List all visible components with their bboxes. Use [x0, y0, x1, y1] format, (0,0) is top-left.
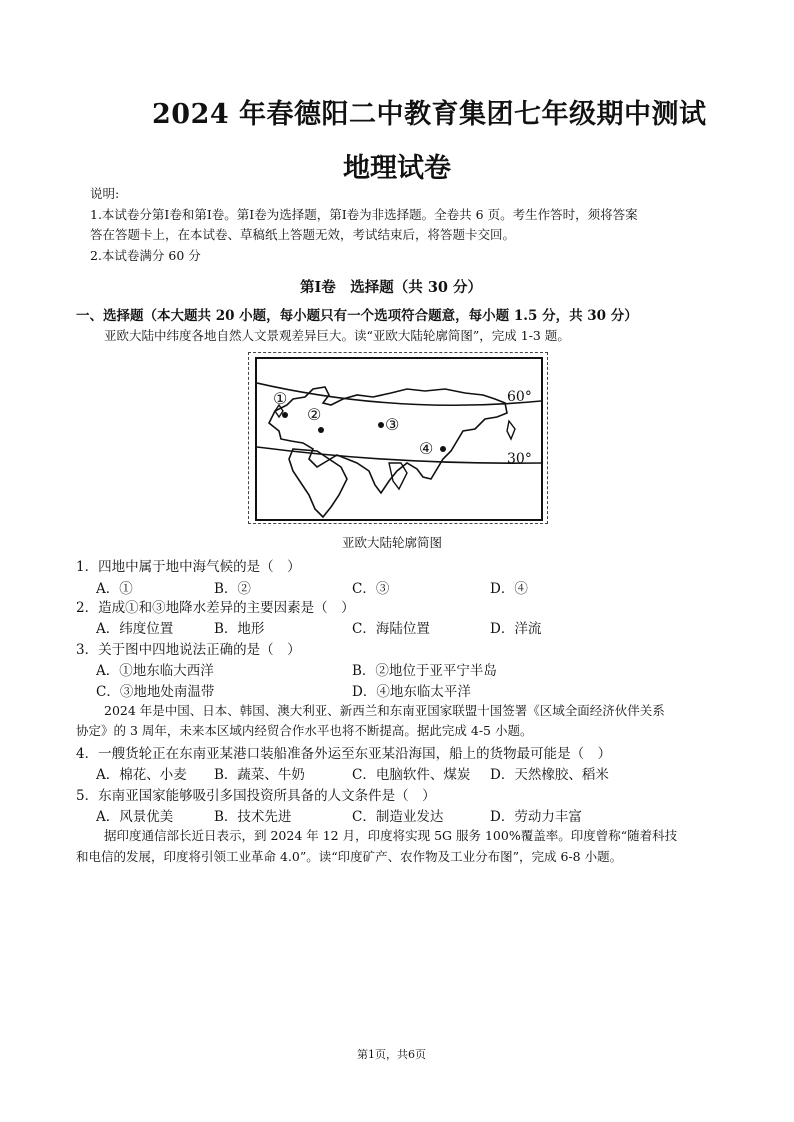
page-number: 第1页，共6页	[357, 1048, 426, 1061]
intro-6-8-line-1: 据印度通信部长近日表示，到 2024 年 12 月，印度将实现 5G 服务 100%覆盖率。印度曾称“随着科技	[104, 828, 678, 843]
q2-option-a[interactable]: A．纬度位置	[96, 621, 174, 637]
map-svg	[257, 359, 541, 519]
q1-option-a[interactable]: A．①	[96, 581, 133, 597]
q5-stem: 5．东南亚国家能够吸引多国投资所具备的人文条件是（ ）	[76, 788, 436, 804]
latitude-30-label: 30°	[507, 451, 532, 467]
q1-option-d[interactable]: D．④	[490, 581, 528, 597]
q2-option-d[interactable]: D．洋流	[490, 621, 542, 637]
q3-option-a[interactable]: A．①地东临大西洋	[96, 663, 214, 679]
intro-1-3: 亚欧大陆中纬度各地自然人文景观差异巨大。读“亚欧大陆轮廓简图”，完成 1-3 题。	[104, 328, 570, 343]
latitude-60-line	[257, 383, 541, 405]
intro-4-5-line-1: 2024 年是中国、日本、韩国、澳大利亚、新西兰和东南亚国家联盟十国签署《区域全面经济伙伴关系	[104, 703, 665, 718]
page-subtitle: 地理试卷	[343, 153, 451, 184]
q1-stem: 1．四地中属于地中海气候的是（ ）	[76, 559, 301, 575]
marker-4-dot	[440, 446, 446, 452]
q3-stem: 3．关于图中四地说法正确的是（ ）	[76, 642, 301, 658]
marker-2-label: ②	[307, 405, 322, 424]
notes-label: 说明:	[90, 186, 120, 201]
q4-stem: 4．一艘货轮正在东南亚某港口装船准备外运至东亚某沿海国，船上的货物最可能是（ ）	[76, 746, 612, 762]
notes-line-1b: 答在答题卡上，在本试卷、草稿纸上答题无效，考试结束后，将答题卡交回。	[90, 227, 516, 242]
intro-4-5-line-2: 协定》的 3 周年，未来本区域内经贸合作水平也将不断提高。据此完成 4-5 小题。	[76, 723, 533, 738]
q1-option-c[interactable]: C．③	[352, 581, 390, 597]
q2-option-b[interactable]: B．地形	[214, 621, 265, 637]
q5-option-a[interactable]: A．风景优美	[96, 809, 174, 825]
q5-option-b[interactable]: B．技术先进	[214, 809, 292, 825]
section-title: 第Ⅰ卷 选择题（共 30 分）	[300, 279, 483, 296]
q5-option-c[interactable]: C．制造业发达	[352, 809, 444, 825]
q2-stem: 2．造成①和③地降水差异的主要因素是（ ）	[76, 600, 355, 616]
notes-line-1a: 1.本试卷分第Ⅰ卷和第Ⅰ卷。第Ⅰ卷为选择题，第Ⅰ卷为非选择题。全卷共 6 页。考生作答时，须将答案	[90, 207, 638, 222]
q5-option-d[interactable]: D．劳动力丰富	[490, 809, 582, 825]
page-title: 2024 年春德阳二中教育集团七年级期中测试	[152, 99, 707, 130]
latitude-60-label: 60°	[507, 389, 532, 405]
part-heading: 一、选择题（本大题共 20 小题，每小题只有一个选项符合题意，每小题 1.5 分，共 30 分）	[76, 308, 638, 324]
marker-4-label: ④	[419, 439, 434, 458]
japan-outline	[507, 421, 515, 439]
marker-3-dot	[378, 422, 384, 428]
marker-1-label: ①	[273, 389, 288, 408]
intro-6-8-line-2: 和电信的发展，印度将引领工业革命 4.0”。读“印度矿产、农作物及工业分布图”，完成 6-8 小题。	[76, 849, 623, 864]
india-outline	[389, 463, 407, 489]
notes-line-2: 2.本试卷满分 60 分	[90, 248, 201, 263]
q4-option-b[interactable]: B．蔬菜、牛奶	[214, 767, 305, 783]
map-frame	[248, 352, 548, 524]
q2-option-c[interactable]: C．海陆位置	[352, 621, 430, 637]
map-caption: 亚欧大陆轮廓简图	[342, 535, 443, 550]
q4-option-c[interactable]: C．电脑软件、煤炭	[352, 767, 471, 783]
q1-option-b[interactable]: B．②	[214, 581, 251, 597]
q4-option-d[interactable]: D．天然橡胶、稻米	[490, 767, 609, 783]
africa-outline	[289, 449, 347, 517]
eurasia-map	[255, 357, 543, 521]
marker-1-dot	[282, 412, 288, 418]
q3-option-d[interactable]: D．④地东临太平洋	[352, 684, 471, 700]
q3-option-c[interactable]: C．③地地处南温带	[96, 684, 215, 700]
q3-option-b[interactable]: B．②地位于亚平宁半岛	[352, 663, 497, 679]
marker-2-dot	[318, 427, 324, 433]
q4-option-a[interactable]: A．棉花、小麦	[96, 767, 187, 783]
marker-3-label: ③	[385, 415, 400, 434]
